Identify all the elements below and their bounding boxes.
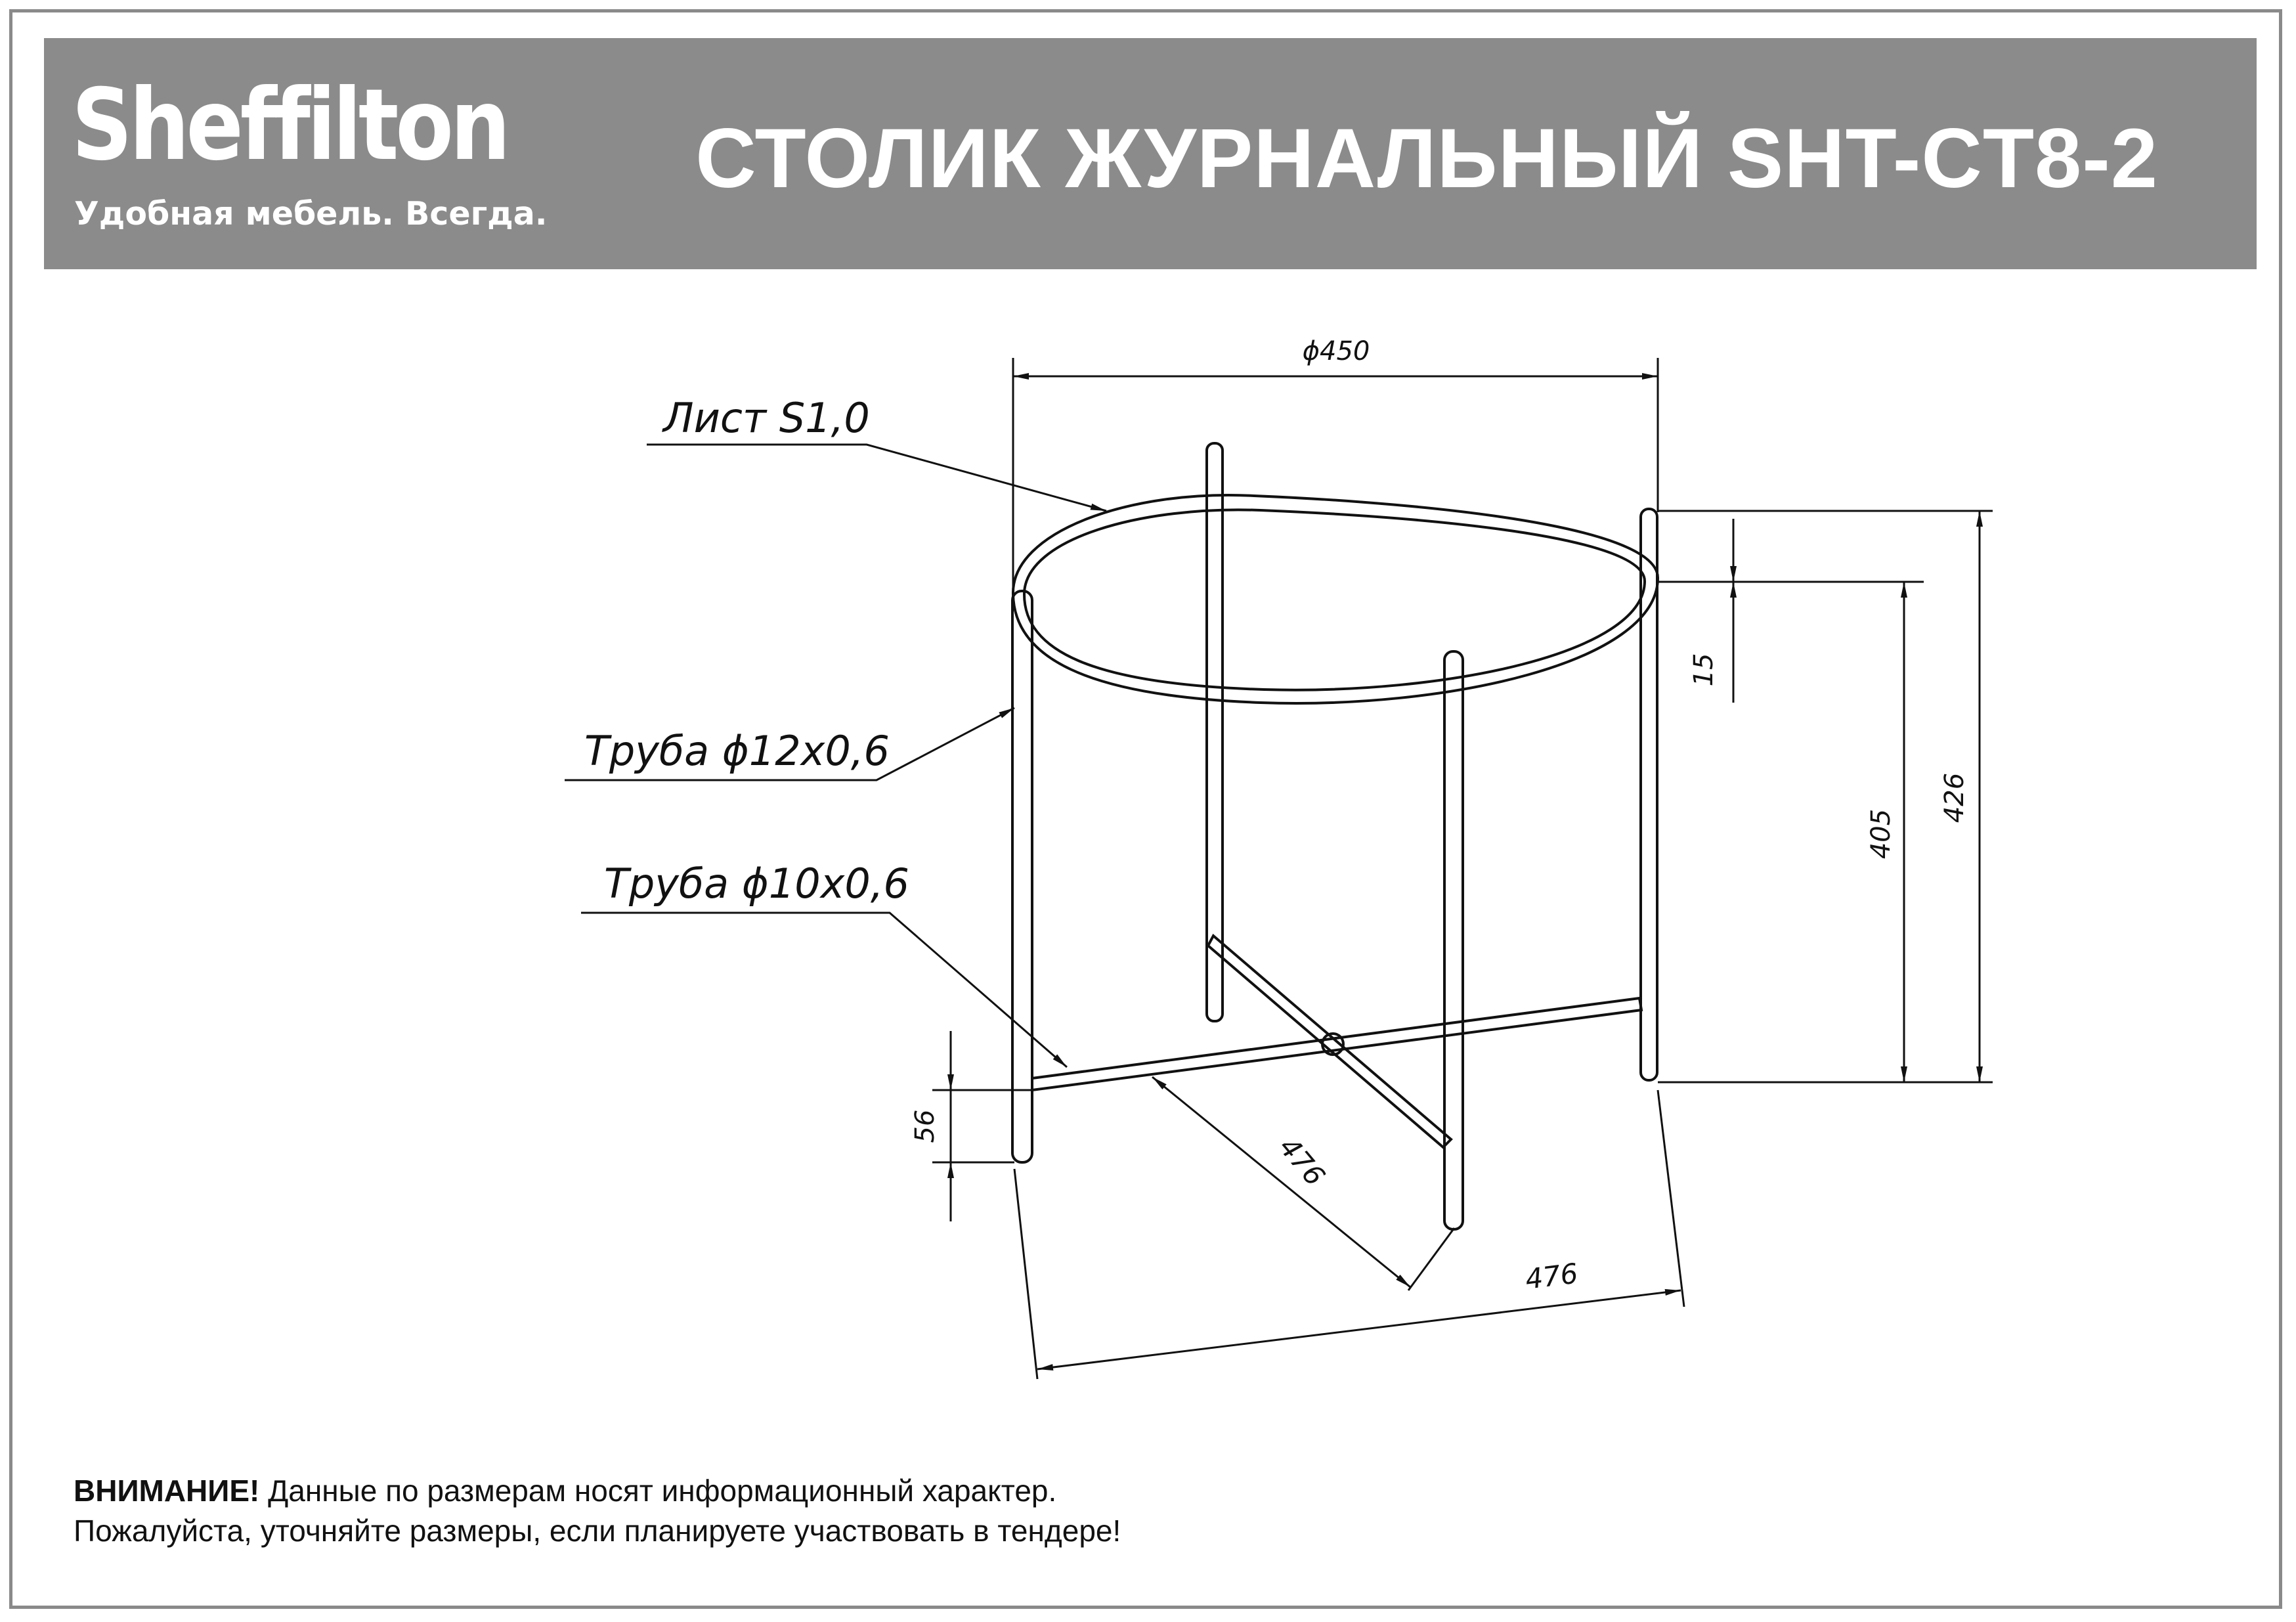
brand-tagline: Удобная мебель. Всегда.: [74, 195, 548, 232]
label-tray-height: 405: [1866, 808, 1896, 860]
dim-line-width: [1037, 1290, 1681, 1369]
stretcher-a: [1032, 998, 1641, 1090]
label-top-diameter: ϕ450: [1302, 336, 1370, 366]
dimension-labels: [910, 336, 1970, 1296]
tray-rim-outer: [1154, 614, 1158, 618]
notice-line-1: [74, 1471, 1121, 1511]
brand-logo: Sheffilton: [72, 68, 508, 183]
notice-block: [74, 1471, 1121, 1551]
label-total-height: 426: [1939, 772, 1970, 823]
label-tray-depth: 15: [1689, 653, 1719, 687]
product-title: СТОЛИК ЖУРНАЛЬНЫЙ SHT-CT8-2: [695, 112, 2158, 206]
leader-sheet: [647, 445, 1106, 511]
label-tube-cross: Труба ϕ10х0,6: [604, 860, 909, 908]
label-width: 476: [1523, 1257, 1580, 1296]
leader-tube-cross: [581, 913, 1067, 1067]
notice-label: ВНИМАНИЕ!: [74, 1474, 260, 1508]
callout-labels: [584, 394, 909, 908]
label-depth: 476: [1272, 1131, 1332, 1193]
stretcher-b: [1208, 936, 1451, 1147]
tray-inner: [1024, 510, 1645, 690]
leg-front-left: [1012, 591, 1032, 1162]
notice-line-2: Пожалуйста, уточняйте размеры, если планируете участвовать в тендере!: [74, 1514, 1121, 1548]
notice-text-1: Данные по размерам носят информационный характер.: [259, 1474, 1057, 1508]
leg-back-left: [1207, 443, 1223, 1021]
table-outline: [1012, 443, 1658, 1229]
dim-line-depth: [1152, 1077, 1410, 1287]
label-tube-leg: Труба ϕ12х0,6: [584, 727, 890, 775]
label-stretcher-height: 56: [910, 1109, 940, 1143]
label-sheet: Лист S1,0: [663, 394, 870, 442]
